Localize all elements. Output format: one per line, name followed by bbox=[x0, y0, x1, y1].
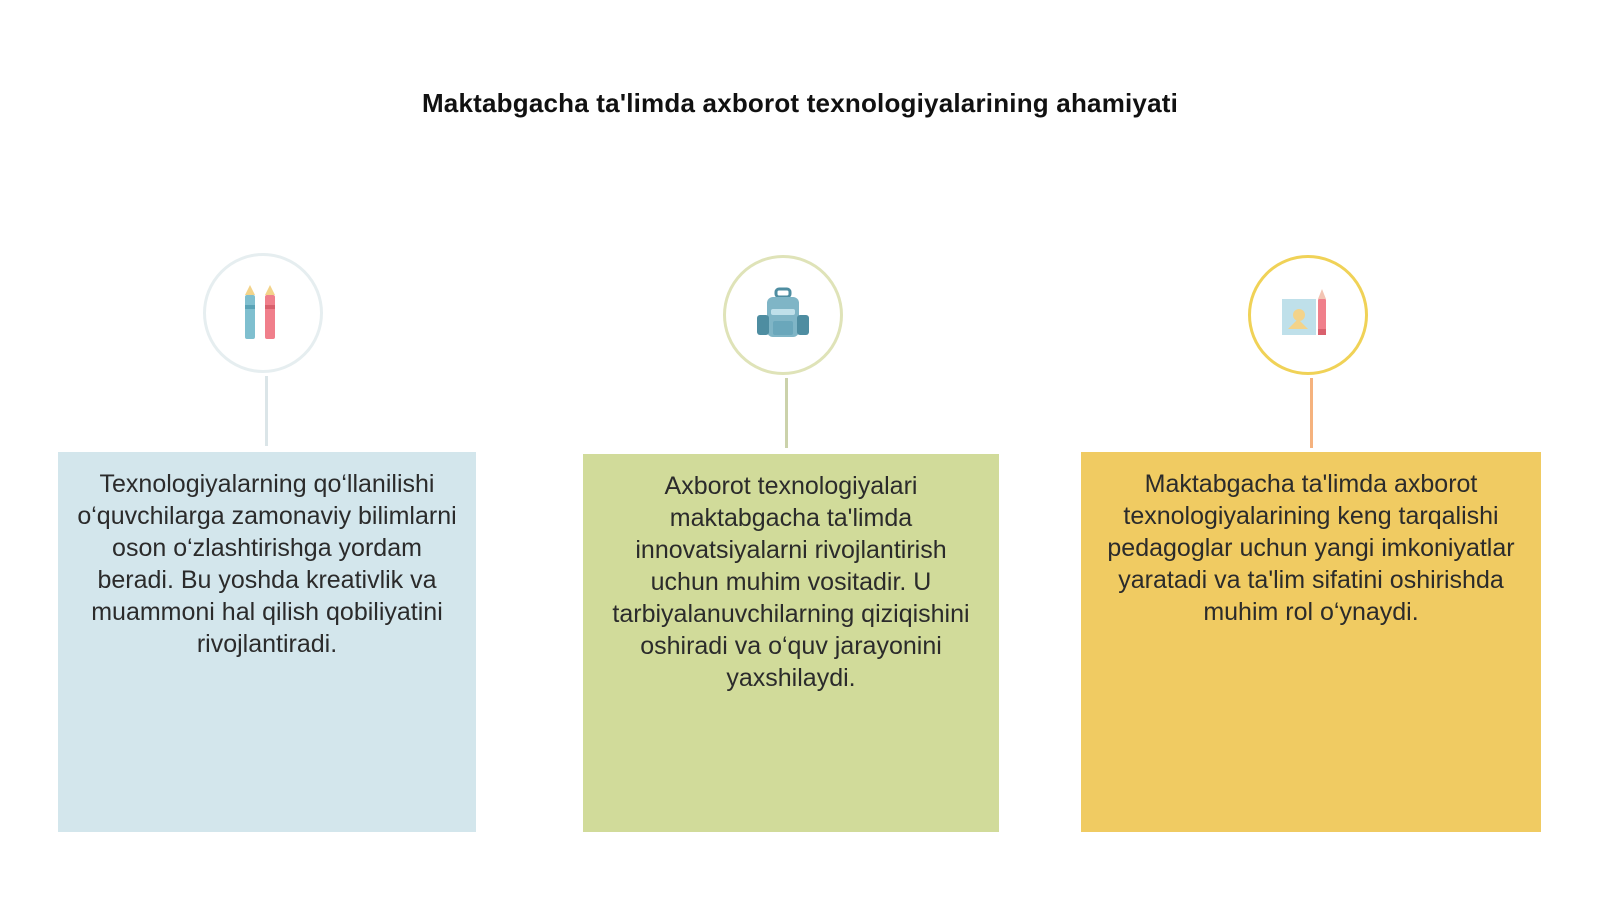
card-1-text: Texnologiyalarning qo‘llanilishi o‘quvchilarga zamonaviy bilimlarni oson o‘zlashtirishga yordam beradi. Bu yoshda kreativlik va muammoni hal qilish qobiliyatini rivojlantiradi. bbox=[77, 470, 457, 658]
card-2 bbox=[583, 454, 999, 832]
card-3-text: Maktabgacha ta'limda axborot texnologiyalarining keng tarqalishi pedagoglar uchun yangi imkoniyatlar yaratadi va ta'lim sifatini oshirishda muhim rol o‘ynaydi. bbox=[1107, 470, 1515, 626]
connector-3 bbox=[1310, 378, 1313, 448]
icon-circle-3 bbox=[1248, 255, 1368, 375]
page-title: Maktabgacha ta'limda axborot texnologiyalarining ahamiyati bbox=[421, 88, 1179, 118]
connector-2 bbox=[785, 378, 788, 448]
card-2-text: Axborot texnologiyalari maktabgacha ta'limda innovatsiyalarni rivojlantirish uchun muhim vositadir. U tarbiyalanuvchilarning qiziqishini oshiradi va o‘quv jarayonini yaxshilaydi. bbox=[612, 472, 970, 692]
pencils-icon bbox=[235, 281, 291, 345]
icon-circle-2 bbox=[723, 255, 843, 375]
backpack-icon bbox=[753, 285, 813, 345]
card-1 bbox=[58, 452, 476, 832]
connector-1 bbox=[265, 376, 268, 446]
icon-circle-1 bbox=[203, 253, 323, 373]
drawing-icon bbox=[1278, 285, 1338, 345]
card-3 bbox=[1081, 452, 1541, 832]
